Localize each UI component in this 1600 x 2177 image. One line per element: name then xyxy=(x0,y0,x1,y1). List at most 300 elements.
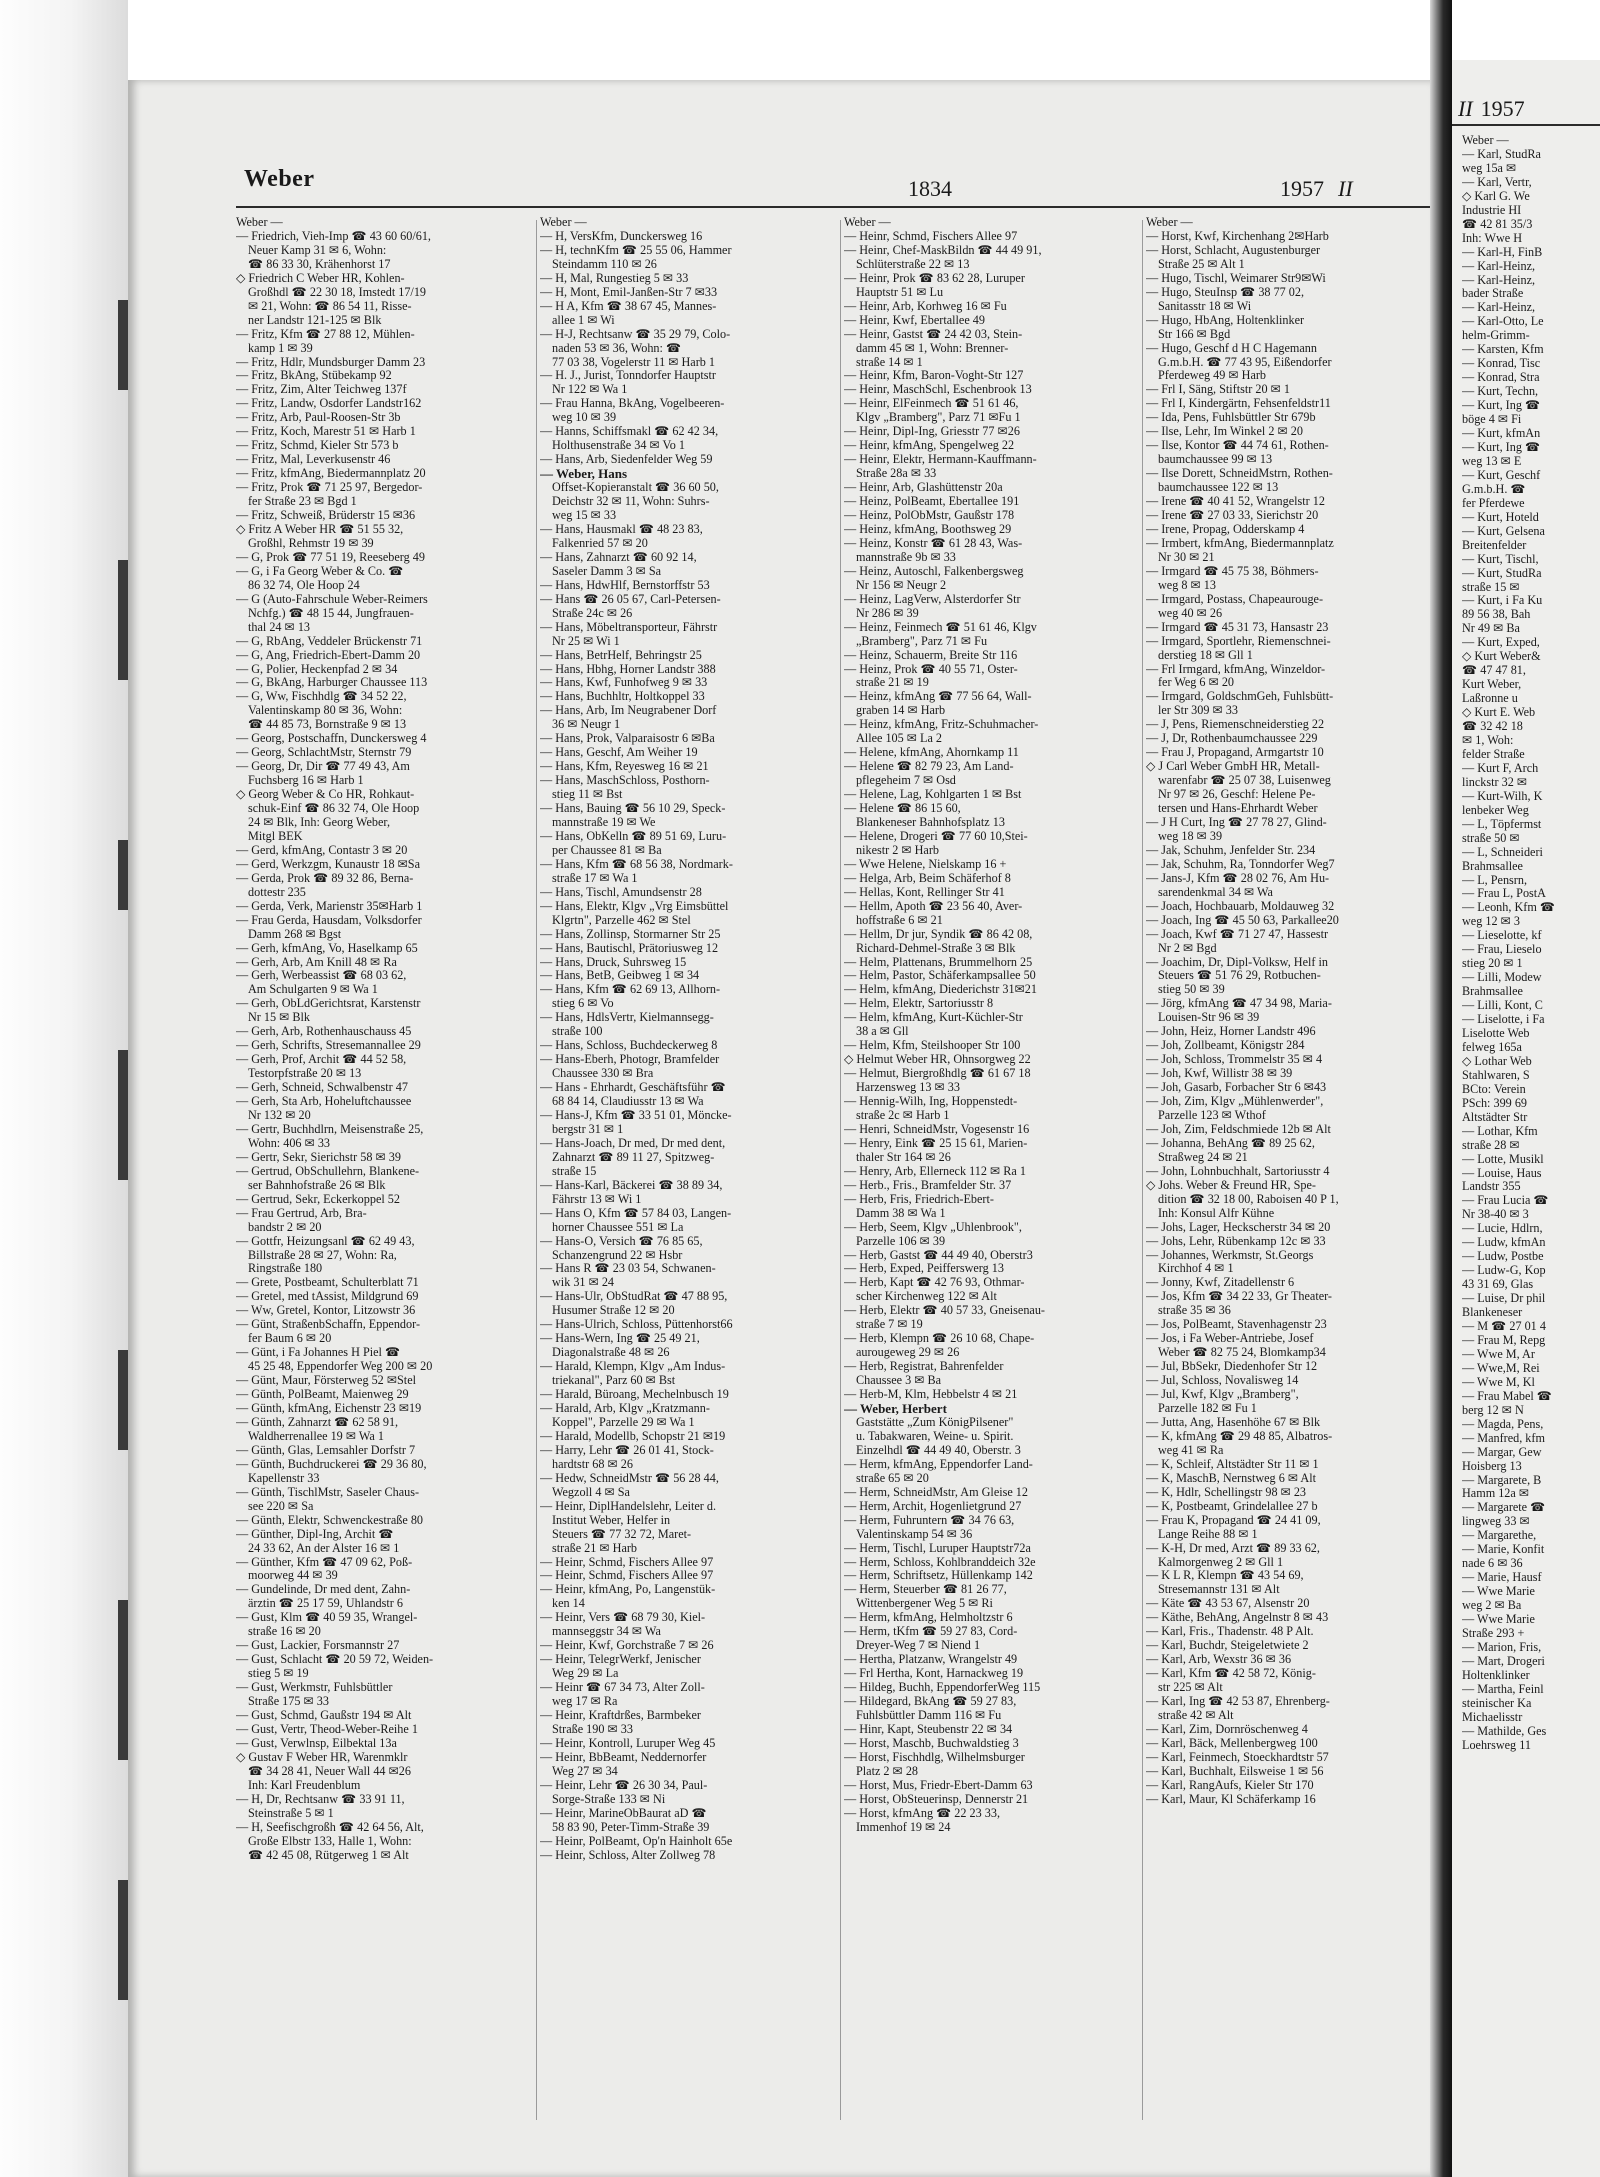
directory-entry-line: — Gerh, Arb, Rothenhauschauss 45 xyxy=(236,1025,412,1039)
directory-entry-line: — Herm, Archit, Hogenlietgrund 27 xyxy=(844,1499,1022,1513)
directory-entry-line: Nr 122 ✉ Wa 1 xyxy=(552,383,628,397)
directory-entry-line: ser Bahnhofstraße 26 ✉ Blk xyxy=(248,1178,386,1192)
directory-entry-line: — Hans, Prok, Valparaisostr 6 ✉Ba xyxy=(540,732,715,746)
directory-entry-line: helm-Grimm- xyxy=(1462,329,1530,343)
directory-entry-line: ◇ Friedrich C Weber HR, Kohlen- xyxy=(236,271,405,285)
volume: II xyxy=(1338,176,1353,201)
directory-entry-line: sarendenkmal 34 ✉ Wa xyxy=(1158,885,1273,899)
directory-entry-line: — Liselotte, i Fa xyxy=(1462,1013,1545,1027)
edge-mark xyxy=(118,560,128,680)
directory-entry-line: — L, Schneideri xyxy=(1462,845,1543,859)
directory-entry-line: Steuers ☎ 77 32 72, Maret- xyxy=(552,1527,692,1541)
directory-entry-line: — Karl-H, FinB xyxy=(1462,245,1543,259)
directory-entry-line: — Gretel, med tAssist, Mildgrund 69 xyxy=(236,1290,419,1304)
directory-entry-line: — Gerh, kfmAng, Vo, Haselkamp 65 xyxy=(236,941,418,955)
directory-entry-line: — G, Prok ☎ 77 51 19, Reeseberg 49 xyxy=(236,550,425,564)
directory-entry-line: — G, i Fa Georg Weber & Co. ☎ xyxy=(236,564,404,578)
directory-entry-line: — Heinz, Schauerm, Breite Str 116 xyxy=(844,648,1018,662)
directory-column-3 xyxy=(844,216,1140,2136)
directory-entry-line: — Ida, Pens, Fuhlsbüttler Str 679b xyxy=(1146,411,1316,425)
directory-entry-line: baumchaussee 122 ✉ 13 xyxy=(1158,481,1279,495)
directory-entry-line: — Fritz, Schmd, Kieler Str 573 b xyxy=(236,439,399,453)
directory-entry-line: Parzelle 182 ✉ Fu 1 xyxy=(1158,1402,1257,1416)
directory-entry-line: — Wwe M, Kl xyxy=(1462,1375,1535,1389)
directory-entry-line: Holtenklinker xyxy=(1462,1668,1530,1682)
directory-entry-line: horner Chaussee 551 ✉ La xyxy=(552,1220,684,1234)
directory-entry-line: — Gertrud, ObSchullehrn, Blankene- xyxy=(236,1164,420,1178)
directory-entry-line: — Jak, Schuhm, Ra, Tonndorfer Weg7 xyxy=(1146,857,1335,871)
directory-entry-line: Hauptstr 51 ✉ Lu xyxy=(856,285,944,299)
directory-entry-line: ◇ Fritz A Weber HR ☎ 51 55 32, xyxy=(236,522,404,536)
directory-entry-line: — Gust, Verwlnsp, Eilbektal 13a xyxy=(236,1736,397,1750)
directory-entry-line: Nchfg.) ☎ 48 15 44, Jungfrauen- xyxy=(248,606,414,620)
directory-entry-line: — H, Mal, Rungestieg 5 ✉ 33 xyxy=(540,271,689,285)
directory-entry-line: scher Kirchenweg 122 ✉ Alt xyxy=(856,1290,997,1304)
directory-entry-line: — G, Ang, Friedrich-Ebert-Damm 20 xyxy=(236,648,421,662)
directory-entry-line: — Fritz, BkAng, Stübekamp 92 xyxy=(236,369,392,383)
directory-entry-line: — Kurt, i Fa Ku xyxy=(1462,594,1543,608)
directory-entry-line: Fuhlsbüttler Damm 116 ✉ Fu xyxy=(856,1708,1002,1722)
directory-entry-line: — Heinz, kfmAng, Fritz-Schuhmacher- xyxy=(844,718,1039,732)
facing-page xyxy=(1452,60,1600,2177)
directory-entry-line: — Hans, Buchhltr, Holtkoppel 33 xyxy=(540,690,705,704)
directory-entry-line: — Hans-Wern, Ing ☎ 25 49 21, xyxy=(540,1332,700,1346)
directory-entry-line: Straße 25 ✉ Alt 1 xyxy=(1158,257,1245,271)
directory-entry-line: — Heinz, Konstr ☎ 61 28 43, Was- xyxy=(844,536,1023,550)
directory-entry-line: — Fritz, Prok ☎ 71 25 97, Bergedor- xyxy=(236,481,423,495)
directory-entry-line: — Kurt F, Arch xyxy=(1462,761,1539,775)
directory-entry-line: — Lieselotte, kf xyxy=(1462,929,1542,943)
directory-entry-line: Str 166 ✉ Bgd xyxy=(1158,327,1231,341)
directory-entry-line: — Lilli, Modew xyxy=(1462,971,1542,985)
directory-entry-line: — Harald, Arb, Klgv „Kratzmann- xyxy=(540,1402,710,1416)
directory-entry-line: — Hans, Arb, Im Neugrabener Dorf xyxy=(540,704,717,718)
directory-entry-line: Straße 28a ✉ 33 xyxy=(856,467,937,481)
directory-entry-line: — Frau L, PostA xyxy=(1462,887,1546,901)
directory-entry-line: — Günth, kfmAng, Eichenstr 23 ✉19 xyxy=(236,1402,422,1416)
directory-entry-line: — Kurt, Exped, xyxy=(1462,636,1540,650)
directory-entry-line: — K-H, Dr med, Arzt ☎ 89 33 62, xyxy=(1146,1541,1320,1555)
directory-entry-line: Inh: Karl Freudenblum xyxy=(248,1778,361,1792)
directory-entry-line: — Hellm, Dr jur, Syndik ☎ 86 42 08, xyxy=(844,927,1033,941)
directory-entry-line: — Frau Hanna, BkAng, Vogelbeeren- xyxy=(540,397,725,411)
directory-entry-line: steinischer Ka xyxy=(1462,1696,1532,1710)
directory-entry-line: — K, Hdlr, Schellingstr 98 ✉ 23 xyxy=(1146,1485,1307,1499)
directory-entry-line: — Hans, Kfm ☎ 68 56 38, Nordmark- xyxy=(540,857,733,871)
directory-entry-line: — Hugo, HbAng, Holtenklinker xyxy=(1146,313,1305,327)
directory-entry-line: 38 a ✉ Gll xyxy=(856,1025,909,1039)
directory-entry-line: — Kurt, Techn, xyxy=(1462,385,1539,399)
directory-entry-line: — Johanna, BehAng ☎ 89 25 62, xyxy=(1146,1136,1315,1150)
directory-entry-line: Breitenfelder xyxy=(1462,538,1527,552)
directory-entry-line: — Gertr, Buchhdlrn, Meisenstraße 25, xyxy=(236,1122,424,1136)
directory-entry-line: — Hans-J, Kfm ☎ 33 51 01, Möncke- xyxy=(540,1109,732,1122)
directory-entry-line: — Irene ☎ 40 41 52, Wrangelstr 12 xyxy=(1146,495,1325,509)
directory-entry-line: Allee 105 ✉ La 2 xyxy=(856,732,943,746)
directory-entry-line: — Gust, Schmd, Gaußstr 194 ✉ Alt xyxy=(236,1708,412,1722)
directory-entry-line: weg 15 ✉ 33 xyxy=(552,509,617,523)
directory-entry-line: Großhdl ☎ 22 30 18, Imstedt 17/19 xyxy=(248,285,427,299)
directory-entry-line: — Hans, ObKelln ☎ 89 51 69, Luru- xyxy=(540,829,727,843)
directory-entry-line: — Frau Gerda, Hausdam, Volksdorfer xyxy=(236,913,422,927)
directory-entry-line: Chaussee 330 ✉ Bra xyxy=(552,1067,654,1081)
directory-entry-line: — Irmgard ☎ 45 75 38, Böhmers- xyxy=(1146,564,1319,578)
directory-entry-line: ler Str 309 ✉ 33 xyxy=(1158,704,1238,718)
directory-entry-line: — Irmbert, kfmAng, Biedermannplatz xyxy=(1146,536,1334,550)
directory-entry-line: Lange Reihe 88 ✉ 1 xyxy=(1158,1527,1258,1541)
column-head: Weber — xyxy=(236,216,283,229)
directory-entry-line: — Heinr, Schloss, Alter Zollweg 78 xyxy=(540,1848,716,1862)
directory-entry-line: — Hugo, Tischl, Weimarer Str9✉Wi xyxy=(1146,271,1326,285)
directory-entry-line: lingweg 33 ✉ xyxy=(1462,1515,1530,1529)
directory-entry-line: — Gottfr, Heizungsanl ☎ 62 49 43, xyxy=(236,1234,415,1248)
directory-entry-line: Altstädter Str xyxy=(1462,1110,1528,1124)
directory-entry-line: — Hedw, SchneidMstr ☎ 56 28 44, xyxy=(540,1471,719,1485)
directory-entry-line: — Fritz, Arb, Paul-Roosen-Str 3b xyxy=(236,411,401,425)
directory-entry-line: Kalmorgenweg 2 ✉ Gll 1 xyxy=(1158,1555,1284,1569)
directory-entry-line: — Irene ☎ 27 03 33, Sierichstr 20 xyxy=(1146,509,1319,523)
directory-entry-line: Nr 132 ✉ 20 xyxy=(248,1109,311,1122)
directory-entry-line: ☎ 34 28 41, Neuer Wall 44 ✉26 xyxy=(248,1764,411,1778)
directory-entry-line: G.m.b.H. ☎ 77 43 95, Eißendorfer xyxy=(1158,355,1332,369)
directory-column-2 xyxy=(540,216,836,2136)
directory-entry-line: — K, Postbeamt, Grindelallee 27 b xyxy=(1146,1499,1318,1513)
directory-entry-line: — Hans, Arb, Siedenfelder Weg 59 xyxy=(540,453,713,467)
directory-entry-line: — Herm, Steuerber ☎ 81 26 77, xyxy=(844,1583,1007,1597)
directory-entry-line: — Hans, Druck, Suhrsweg 15 xyxy=(540,955,687,969)
directory-entry-line: — Helm, kfmAng, Diederichstr 31✉21 xyxy=(844,983,1037,997)
directory-entry-line: Landstr 355 xyxy=(1462,1180,1521,1194)
directory-entry-line: — Johannes, Werkmstr, St.Georgs xyxy=(1146,1248,1314,1262)
edge-mark xyxy=(118,840,128,910)
directory-entry-line: fer Weg 6 ✉ 20 xyxy=(1158,676,1235,690)
directory-entry-line: nikestr 2 ✉ Harb xyxy=(856,843,939,857)
directory-entry-line: 86 32 74, Ole Hoop 24 xyxy=(248,578,360,592)
directory-entry-line: — Ludw, Postbe xyxy=(1462,1250,1544,1264)
directory-entry-line: Schlüterstraße 22 ✉ 13 xyxy=(856,257,970,271)
directory-entry-line: — Herb, Registrat, Bahrenfelder xyxy=(844,1360,1004,1374)
directory-entry-line: — Kurt, Hoteld xyxy=(1462,510,1539,524)
directory-entry-line: weg 10 ✉ 39 xyxy=(552,411,617,425)
directory-entry-line: — Hellas, Kont, Rellinger Str 41 xyxy=(844,885,1005,899)
directory-entry-line: — Heinr, Schmd, Fischers Allee 97 xyxy=(844,229,1018,243)
directory-entry-line: — Karsten, Kfm xyxy=(1462,343,1544,357)
directory-entry-line: lenbeker Weg xyxy=(1462,803,1529,817)
directory-entry-line: — Gerh, ObLdGerichtsrat, Karstenstr xyxy=(236,997,421,1011)
directory-entry-line: böge 4 ✉ Fi xyxy=(1462,413,1522,427)
book-gutter xyxy=(1430,0,1452,2177)
directory-entry-line: warenfabr ☎ 25 07 38, Luisenweg xyxy=(1158,774,1331,788)
directory-entry-line: straße 7 ✉ 19 xyxy=(856,1318,923,1332)
directory-entry-line: Sanitasstr 18 ✉ Wi xyxy=(1158,299,1252,313)
directory-entry-line: — Gust, Schlacht ☎ 20 59 72, Weiden- xyxy=(236,1653,434,1667)
directory-entry-line: — Herm, Schriftsetz, Hüllenkamp 142 xyxy=(844,1569,1033,1583)
directory-entry-line: — Günth, Glas, Lemsahler Dorfstr 7 xyxy=(236,1443,416,1457)
directory-entry-line: straße 100 xyxy=(552,1025,603,1039)
directory-entry-line: allee 1 ✉ Wi xyxy=(552,313,615,327)
column-head: Weber — xyxy=(844,216,891,229)
directory-entry-line: — Karl, Feinmech, Stoeckhardtstr 57 xyxy=(1146,1750,1329,1764)
directory-entry-line: — Mathilde, Ges xyxy=(1462,1724,1547,1738)
directory-entry-line: dition ☎ 32 18 00, Raboisen 40 P 1, xyxy=(1158,1192,1339,1206)
directory-entry-line: — Margarethe, xyxy=(1462,1529,1537,1543)
column-head: Weber — xyxy=(1146,216,1193,229)
directory-entry-line: — Helene, kfmAng, Ahornkamp 11 xyxy=(844,746,1019,760)
directory-entry-line: — Kurt, Gelsena xyxy=(1462,524,1545,538)
directory-entry-line: — Günth, Elektr, Schwenckestraße 80 xyxy=(236,1513,424,1527)
directory-entry-line: 77 03 38, Vogelerstr 11 ✉ Harb 1 xyxy=(552,355,715,369)
directory-entry-line: — Karl-Otto, Le xyxy=(1462,315,1544,329)
directory-entry-line: — Hertha, Platzanw, Wrangelstr 49 xyxy=(844,1653,1018,1667)
directory-entry-line: — Hugo, Geschf d H C Hagemann xyxy=(1146,341,1317,355)
directory-entry-line: — Jul, Schloss, Novalisweg 14 xyxy=(1146,1374,1299,1388)
directory-entry-line: — Hans, Kwf, Funhofweg 9 ✉ 33 xyxy=(540,676,708,690)
directory-entry-line: — Hans, Elektr, Klgv „Vrg Eimsbüttel xyxy=(540,899,729,913)
directory-entry-line: dottestr 235 xyxy=(248,885,306,899)
directory-entry-line: — Hans, Tischl, Amundsenstr 28 xyxy=(540,885,702,899)
directory-entry-line: — Hans, Möbeltransporteur, Fährstr xyxy=(540,620,718,634)
directory-entry-line: — Hans, HdlsVertr, Kielmannsegg- xyxy=(540,1011,714,1025)
directory-entry-line: weg 17 ✉ Ra xyxy=(552,1695,618,1709)
directory-entry-line: — Herm, tKfm ☎ 59 27 83, Cord- xyxy=(844,1625,1018,1639)
directory-entry-line: — Friedrich, Vieh-Imp ☎ 43 60 60/61, xyxy=(236,229,431,243)
directory-entry-line: Nr 25 ✉ Wi 1 xyxy=(552,634,620,648)
directory-entry-line: — Heinr, MaschSchl, Eschenbrook 13 xyxy=(844,383,1032,397)
directory-entry-line: G.m.b.H. ☎ xyxy=(1462,482,1526,496)
directory-entry-line: Straße 190 ✉ 33 xyxy=(552,1722,633,1736)
directory-entry-line: Billstraße 28 ✉ 27, Wohn: Ra, xyxy=(248,1248,397,1262)
directory-entry-line: ◇ J Carl Weber GmbH HR, Metall- xyxy=(1146,760,1320,774)
directory-entry-line: ◇ Helmut Weber HR, Ohnsorgweg 22 xyxy=(844,1053,1031,1067)
directory-entry-line: hardtstr 68 ✉ 26 xyxy=(552,1457,633,1471)
directory-entry-line: baumchaussee 99 ✉ 13 xyxy=(1158,453,1273,467)
directory-entry-line: — Fritz, Koch, Marestr 51 ✉ Harb 1 xyxy=(236,425,416,439)
directory-entry-line: felweg 165a xyxy=(1462,1040,1522,1054)
directory-entry-line: — Joh, Schloss, Trommelstr 35 ✉ 4 xyxy=(1146,1053,1323,1067)
directory-entry-line: see 220 ✉ Sa xyxy=(248,1499,314,1513)
directory-entry-line: fer Baum 6 ✉ 20 xyxy=(248,1332,332,1346)
directory-entry-line: Inh: Wwe H xyxy=(1462,231,1523,245)
directory-entry-line: — Käthe, BehAng, Angelnstr 8 ✉ 43 xyxy=(1146,1611,1329,1625)
directory-entry-line: — Hans, Zollinsp, Stormarner Str 25 xyxy=(540,927,721,941)
directory-entry-line: — Herb-M, Klm, Hebbelstr 4 ✉ 21 xyxy=(844,1388,1018,1402)
directory-entry-line: thal 24 ✉ 13 xyxy=(248,620,311,634)
directory-entry-line: mannstraße 19 ✉ We xyxy=(552,815,656,829)
directory-entry-line: — Helm, Kfm, Steilshooper Str 100 xyxy=(844,1039,1021,1053)
directory-entry-line: Mitgl BEK xyxy=(248,829,303,843)
directory-entry-line: — Jutta, Ang, Hasenhöhe 67 ✉ Blk xyxy=(1146,1415,1321,1429)
directory-entry-line: Große Elbstr 133, Halle 1, Wohn: xyxy=(248,1834,412,1848)
directory-entry-line: 68 84 14, Claudiusstr 13 ✉ Wa xyxy=(552,1095,704,1109)
directory-entry-line: — Weber, Herbert xyxy=(844,1402,947,1416)
directory-entry-line: weg 13 ✉ E xyxy=(1462,454,1522,468)
directory-entry-line: — Frau, Lieselo xyxy=(1462,943,1542,957)
directory-entry-line: fer Straße 23 ✉ Bgd 1 xyxy=(248,495,357,509)
directory-entry-line: — Harald, Modellb, Schopstr 21 ✉19 xyxy=(540,1429,726,1443)
directory-entry-line: — Käte ☎ 43 53 67, Alsenstr 20 xyxy=(1146,1597,1310,1611)
directory-entry-line: Laßronne u xyxy=(1462,692,1518,706)
directory-entry-line: — Weber, Hans xyxy=(540,467,628,482)
directory-entry-line: straße 14 ✉ 1 xyxy=(856,355,923,369)
directory-entry-line: Industrie HI xyxy=(1462,203,1522,217)
directory-entry-line: Nr 49 ✉ Ba xyxy=(1462,622,1520,636)
directory-entry-line: — Heinr, TelegrWerkf, Jenischer xyxy=(540,1653,701,1667)
directory-entry-line: — H. J., Jurist, Tonndorfer Hauptstr xyxy=(540,369,716,383)
directory-entry-line: — Joach, Hochbauarb, Moldauweg 32 xyxy=(1146,899,1335,913)
directory-entry-line: damm 45 ✉ 1, Wohn: Brenner- xyxy=(856,341,1009,355)
directory-entry-line: — Karl-Heinz, xyxy=(1462,273,1536,287)
directory-entry-line: straße 21 ✉ Harb xyxy=(552,1541,638,1555)
directory-entry-line: thaler Str 164 ✉ 26 xyxy=(856,1150,951,1164)
directory-entry-line: — L, Töpfermst xyxy=(1462,817,1542,831)
directory-entry-line: — Heinz, kfmAng ☎ 77 56 64, Wall- xyxy=(844,690,1032,704)
directory-entry-line: Schanzengrund 22 ✉ Hsbr xyxy=(552,1248,683,1262)
directory-entry-line: — Jonny, Kwf, Zitadellenstr 6 xyxy=(1146,1276,1295,1290)
directory-entry-line: — Heinr, Elektr, Hermann-Kauffmann- xyxy=(844,453,1037,467)
directory-entry-line: — Fritz, Hdlr, Mundsburger Damm 23 xyxy=(236,355,426,369)
directory-entry-line: Neuer Kamp 31 ✉ 6, Wohn: xyxy=(248,243,387,257)
directory-entry-line: — Hans, BetrHelf, Behringstr 25 xyxy=(540,648,702,662)
directory-entry-line: — Horst, Schlacht, Augustenburger xyxy=(1146,243,1321,257)
directory-entry-line: — Lothar, Kfm xyxy=(1462,1124,1538,1138)
directory-entry-line: Weg 29 ✉ La xyxy=(552,1667,619,1681)
directory-entry-line: — Günther, Kfm ☎ 47 09 62, Poß- xyxy=(236,1555,413,1569)
directory-entry-line: Kirchhof 4 ✉ 1 xyxy=(1158,1262,1234,1276)
directory-entry-line: stieg 50 ✉ 39 xyxy=(1158,983,1225,997)
directory-entry-line: ☎ 32 42 18 xyxy=(1462,720,1523,734)
directory-entry-line: — Hans-Ulrich, Schloss, Püttenhorst66 xyxy=(540,1318,733,1332)
directory-entry-line: — Frau K, Propagand ☎ 24 41 09, xyxy=(1146,1513,1321,1527)
directory-entry-line: Kurt Weber, xyxy=(1462,678,1522,692)
directory-entry-line: Ringstraße 180 xyxy=(248,1262,323,1276)
directory-entry-line: — Herm, kfmAng, Eppendorfer Land- xyxy=(844,1457,1033,1471)
directory-entry-line: Koppel", Parzelle 29 ✉ Wa 1 xyxy=(552,1415,695,1429)
directory-entry-line: Husumer Straße 12 ✉ 20 xyxy=(552,1304,675,1318)
directory-entry-line: ärztin ☎ 25 17 59, Uhlandstr 6 xyxy=(248,1597,403,1611)
directory-entry-line: — Lotte, Musikl xyxy=(1462,1152,1544,1166)
directory-entry-line: — G, Ww, Fischhdlg ☎ 34 52 22, xyxy=(236,690,407,704)
directory-entry-line: Hamm 12a ✉ xyxy=(1462,1487,1530,1501)
directory-entry-line: Straße 175 ✉ 33 xyxy=(248,1695,329,1709)
directory-entry-line: — Helmut, Biergroßhdlg ☎ 61 67 18 xyxy=(844,1067,1031,1081)
directory-entry-line: — Irmgard ☎ 45 31 73, Hansastr 23 xyxy=(1146,620,1329,634)
directory-entry-line: — Jos, i Fa Weber-Antriebe, Josef xyxy=(1146,1332,1314,1346)
directory-entry-line: — Jos, Kfm ☎ 34 22 33, Gr Theater- xyxy=(1146,1290,1332,1304)
directory-entry-line: tersen und Hans-Ehrhardt Weber xyxy=(1158,802,1318,816)
directory-entry-line: — Ilse, Kontor ☎ 44 74 61, Rothen- xyxy=(1146,439,1329,453)
directory-entry-line: — Gust, Lackier, Forsmannstr 27 xyxy=(236,1639,400,1653)
directory-entry-line: Valentinskamp 54 ✉ 36 xyxy=(856,1527,973,1541)
directory-entry-line: — Joh, Kwf, Willistr 38 ✉ 39 xyxy=(1146,1067,1293,1081)
directory-entry-line: bergstr 31 ✉ 1 xyxy=(552,1122,624,1136)
directory-entry-line: — Wwe,M, Rei xyxy=(1462,1361,1540,1375)
directory-entry-line: — Heinr, BbBeamt, Neddernorfer xyxy=(540,1750,707,1764)
directory-entry-line: Nr 97 ✉ 26, Geschf: Helene Pe- xyxy=(1158,788,1316,802)
directory-entry-line: — Karl, Buchhalt, Eilsweise 1 ✉ 56 xyxy=(1146,1764,1324,1778)
directory-entry-line: Zahnarzt ☎ 89 11 27, Spitzweg- xyxy=(552,1150,715,1164)
directory-entry-line: — Marion, Fris, xyxy=(1462,1640,1542,1654)
directory-entry-line: — J H Curt, Ing ☎ 27 78 27, Glind- xyxy=(1146,815,1327,829)
directory-entry-line: 45 25 48, Eppendorfer Weg 200 ✉ 20 xyxy=(248,1360,433,1374)
header-rule xyxy=(236,206,1446,208)
directory-entry-line: Kapellenstr 33 xyxy=(248,1471,320,1485)
directory-entry-line: — Kurt, kfmAn xyxy=(1462,427,1541,441)
directory-entry-line: — Henry, Eink ☎ 25 15 61, Marien- xyxy=(844,1136,1028,1150)
edge-mark xyxy=(118,300,128,390)
directory-entry-line: — Heinr, ElFeinmech ☎ 51 61 46, xyxy=(844,397,1019,411)
directory-entry-line: straße 16 ✉ 20 xyxy=(248,1625,321,1639)
directory-entry-line: — Horst, Mus, Friedr-Ebert-Damm 63 xyxy=(844,1778,1033,1792)
column-head: Weber — xyxy=(540,216,587,229)
directory-entry-line: — Karl-Heinz, xyxy=(1462,301,1536,315)
directory-entry-line: — Hugo, SteuInsp ☎ 38 77 02, xyxy=(1146,285,1305,299)
directory-entry-line: straße 65 ✉ 20 xyxy=(856,1471,929,1485)
directory-entry-line: — G, BkAng, Harburger Chaussee 113 xyxy=(236,676,428,690)
directory-entry-line: — Leonh, Kfm ☎ xyxy=(1462,901,1556,915)
directory-entry-line: — Helga, Arb, Beim Schäferhof 8 xyxy=(844,871,1011,885)
directory-entry-line: Steinstraße 5 ✉ 1 xyxy=(248,1806,334,1820)
directory-entry-line: — Heinz, PolBeamt, Ebertallee 191 xyxy=(844,495,1020,509)
directory-entry-line: — Louise, Haus xyxy=(1462,1166,1542,1180)
directory-entry-line: — John, Lohnbuchhalt, Sartoriusstr 4 xyxy=(1146,1164,1330,1178)
directory-entry-line: — Irmgard, Postass, Chapeaurouge- xyxy=(1146,592,1324,606)
directory-entry-line: — Heinr, MarineObBaurat aD ☎ xyxy=(540,1806,707,1820)
edge-mark xyxy=(118,1880,128,2000)
directory-entry-line: Hoisberg 13 xyxy=(1462,1459,1522,1473)
facing-page-running-head xyxy=(1458,96,1525,122)
directory-entry-line: Nr 286 ✉ 39 xyxy=(856,606,919,620)
directory-entry-line: — Grete, Postbeamt, Schulterblatt 71 xyxy=(236,1276,419,1290)
directory-entry-line: graben 14 ✉ Harb xyxy=(856,704,946,718)
directory-entry-line: — Heinr, Kraftdrßes, Barmbeker xyxy=(540,1708,701,1722)
directory-entry-line: — Helene, Drogeri ☎ 77 60 10,Stei- xyxy=(844,829,1028,843)
directory-entry-line: weg 40 ✉ 26 xyxy=(1158,606,1223,620)
directory-entry-line: — Gust, Vertr, Theod-Weber-Reihe 1 xyxy=(236,1722,418,1736)
directory-entry-line: — Ludw-G, Kop xyxy=(1462,1264,1546,1278)
directory-entry-line: — Horst, ObSteuerinsp, Dennerstr 21 xyxy=(844,1792,1029,1806)
directory-entry-line: — Martha, Feinl xyxy=(1462,1682,1544,1696)
directory-entry-line: — Helm, Elektr, Sartoriusstr 8 xyxy=(844,997,994,1011)
directory-entry-line: — Gerda, Verk, Marienstr 35✉Harb 1 xyxy=(236,899,423,913)
directory-entry-line: 36 ✉ Neugr 1 xyxy=(552,718,621,732)
directory-entry-line: — Hans, Schloss, Buchdeckerweg 8 xyxy=(540,1039,718,1053)
directory-entry-line: — Henry, Arb, Ellerneck 112 ✉ Ra 1 xyxy=(844,1164,1026,1178)
directory-entry-line: — Heinr, Kontroll, Luruper Weg 45 xyxy=(540,1736,716,1750)
edge-mark xyxy=(118,1600,128,1760)
directory-entry-line: Blankeneser xyxy=(1462,1306,1523,1320)
directory-entry-line: — Gust, Klm ☎ 40 59 35, Wrangel- xyxy=(236,1611,418,1625)
facing-header-rule xyxy=(1452,124,1600,126)
directory-entry-line: derstieg 18 ✉ Gll 1 xyxy=(1158,648,1253,662)
directory-entry-line: Saseler Damm 3 ✉ Sa xyxy=(552,564,662,578)
directory-entry-line: stieg 20 ✉ 1 xyxy=(1462,957,1523,971)
directory-entry-line: — Hans R ☎ 23 03 54, Schwanen- xyxy=(540,1262,716,1276)
directory-entry-line: — Herb, Gastst ☎ 44 49 40, Oberstr3 xyxy=(844,1248,1033,1262)
directory-entry-line: — Hans, Bauing ☎ 56 10 29, Speck- xyxy=(540,802,726,816)
directory-entry-line: — G, Polier, Heckenpfad 2 ✉ 34 xyxy=(236,662,398,676)
directory-entry-line: — Horst, kfmAng ☎ 22 23 33, xyxy=(844,1806,1001,1820)
directory-entry-line: — Herb, Seem, Klgv „Uhlenbrook", xyxy=(844,1220,1022,1234)
directory-entry-line: — Hans, Geschf, Am Weiher 19 xyxy=(540,746,698,760)
directory-entry-line: — Horst, Kwf, Kirchenhang 2✉Harb xyxy=(1146,229,1329,243)
directory-entry-line: straße 2c ✉ Harb 1 xyxy=(856,1109,950,1122)
directory-entry-line: — Kurt, Ing ☎ xyxy=(1462,399,1541,413)
directory-entry-line: — Joach, Ing ☎ 45 50 63, Parkallee20 xyxy=(1146,913,1339,927)
directory-entry-line: naden 53 ✉ 36, Wohn: ☎ xyxy=(552,341,682,355)
directory-entry-line: Gaststätte „Zum KönigPilsener" xyxy=(856,1415,1014,1429)
directory-entry-line: — Hans, Hausmakl ☎ 48 23 83, xyxy=(540,522,703,536)
directory-entry-line: — Harald, Büroang, Mechelnbusch 19 xyxy=(540,1388,729,1402)
